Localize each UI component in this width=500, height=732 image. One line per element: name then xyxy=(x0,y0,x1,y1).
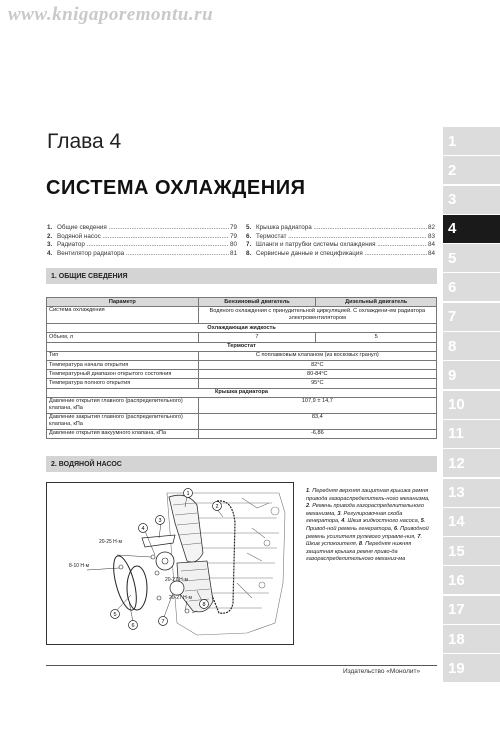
chapter-tab-16[interactable]: 16 xyxy=(443,566,500,594)
table-header-cell: Параметр xyxy=(47,298,199,307)
section-header-general: 1. ОБЩИЕ СВЕДЕНИЯ xyxy=(46,268,437,284)
table-header-row xyxy=(47,298,437,307)
table-header-cell: Бензиновый двигатель xyxy=(198,298,316,307)
table-cell: Водяного охлаждения с принудительной циркуляцией. С охлаждени-ем радиатора электровентилятором xyxy=(198,307,436,324)
table-cell: Давление закрытия главного (распределительного) клапана, кПа xyxy=(47,413,199,429)
caption-number: 2 xyxy=(306,503,310,510)
caption-text: . Приводной ремень усилителя рулевого управле-ния, xyxy=(306,525,429,540)
table-subheader-cell: Охлаждающая жидкость xyxy=(47,324,437,333)
table-cell: Давление открытия главного (распределительного) клапана, кПа xyxy=(47,397,199,413)
chapter-title: СИСТЕМА ОХЛАЖДЕНИЯ xyxy=(46,177,306,199)
toc-label: Крышка радиатора ..... xyxy=(256,224,427,233)
chapter-tab-4[interactable]: 4 xyxy=(443,215,500,243)
table-subheader-cell: Крышка радиатора xyxy=(47,388,437,397)
footer-rule xyxy=(46,665,437,666)
callout-number: 3 xyxy=(158,518,162,524)
caption-number: 7 xyxy=(417,533,421,540)
caption-number: 1 xyxy=(306,488,310,494)
caption-text: . Шкив жидкостного насоса, xyxy=(344,518,421,525)
chapter-tab-5[interactable]: 5 xyxy=(443,244,500,272)
toc-left xyxy=(47,224,237,258)
table-cell: Температура начала открытия xyxy=(47,360,199,369)
table-subheader xyxy=(47,324,437,333)
toc-num: 1. xyxy=(47,224,53,231)
table-cell: Объем, л xyxy=(47,333,199,342)
table-cell: 95°С xyxy=(198,379,436,388)
table-subheader xyxy=(47,342,437,351)
section-header-water-pump: 2. ВОДЯНОЙ НАСОС xyxy=(46,456,437,472)
torque-label: 20-25 Н·м xyxy=(99,539,122,545)
table-row xyxy=(47,413,437,429)
torque-label: 20-27 Н·м xyxy=(165,577,188,583)
toc-entry[interactable] xyxy=(47,241,237,250)
chapter-tab-15[interactable]: 15 xyxy=(443,537,500,565)
table-cell: Температурный диапазон открытого состояния xyxy=(47,370,199,379)
table-cell: 83,4 xyxy=(198,413,436,429)
table-cell: 82°С xyxy=(198,360,436,369)
toc-entry[interactable] xyxy=(47,224,237,233)
callout-number: 7 xyxy=(161,619,165,625)
chapter-label: Глава 4 xyxy=(47,130,122,153)
chapter-tab-9[interactable]: 9 xyxy=(443,361,500,389)
table-cell: Система охлаждения xyxy=(47,307,199,324)
toc-page: 83 xyxy=(427,232,435,240)
toc-entry[interactable] xyxy=(246,250,435,259)
toc-page: 81 xyxy=(229,249,237,257)
toc-page: 82 xyxy=(427,224,435,231)
toc-label: Общие сведения ..... xyxy=(57,224,229,233)
caption-number: 6 xyxy=(393,525,398,532)
chapter-tab-2[interactable]: 2 xyxy=(443,156,500,184)
table-cell: Тип xyxy=(47,351,199,360)
chapter-tab-3[interactable]: 3 xyxy=(443,186,500,214)
toc-entry[interactable] xyxy=(246,233,435,242)
chapter-tab-7[interactable]: 7 xyxy=(443,303,500,331)
table-header-cell: Дизельный двигатель xyxy=(316,298,437,307)
table-row xyxy=(47,307,437,324)
toc-page: 84 xyxy=(427,241,435,249)
table-cell: 107,9 ± 14,7 xyxy=(198,397,436,413)
chapter-tab-17[interactable]: 17 xyxy=(443,596,500,624)
table-row xyxy=(47,379,437,388)
toc-entry[interactable] xyxy=(47,250,237,259)
toc-num: 7. xyxy=(246,241,252,249)
chapter-tab-1[interactable]: 1 xyxy=(443,127,500,155)
toc-page: 79 xyxy=(229,224,237,231)
table-subheader-cell: Термостат xyxy=(47,342,437,351)
table-subheader xyxy=(47,388,437,397)
torque-label: 20-27 Н·м xyxy=(169,595,192,601)
table-row xyxy=(47,351,437,360)
toc-label: Сервисные данные и спецификация ..... xyxy=(256,250,427,259)
toc-right xyxy=(246,224,435,258)
caption-number: 3 xyxy=(337,510,341,517)
caption-text: . Регулировочная скоба генератора, xyxy=(306,510,403,525)
figure-caption xyxy=(306,488,434,564)
chapter-tab-18[interactable]: 18 xyxy=(443,625,500,653)
publisher-credit: Издательство «Монолит» xyxy=(343,668,421,675)
caption-number: 5 xyxy=(420,518,424,525)
chapter-tab-13[interactable]: 13 xyxy=(443,479,500,507)
toc-num: 4. xyxy=(47,249,53,257)
torque-label: 8-10 Н·м xyxy=(69,563,90,569)
toc-page: 84 xyxy=(427,249,435,257)
toc-entry[interactable] xyxy=(47,233,237,242)
table-cell: 80-84°С xyxy=(198,370,436,379)
table-cell: 5 xyxy=(316,333,437,342)
callout-number: 1 xyxy=(186,491,190,497)
caption-number: 8 xyxy=(358,541,362,548)
table-row xyxy=(47,360,437,369)
water-pump-figure xyxy=(46,482,294,645)
toc-page: 80 xyxy=(229,241,237,249)
callout-number: 5 xyxy=(113,612,117,618)
chapter-tab-19[interactable]: 19 xyxy=(443,654,500,682)
table-cell: Давление открытия вакуумного клапана, кПа xyxy=(47,429,199,438)
table-cell: 7 xyxy=(198,333,316,342)
toc-label: Шланги и патрубки системы охлаждения ..... xyxy=(256,241,427,250)
caption-number: 4 xyxy=(341,518,345,525)
chapter-tab-10[interactable]: 10 xyxy=(443,391,500,419)
caption-text: . Передняя верхняя защитная крышка ремня привода газораспределитель-ного механизма, xyxy=(306,488,430,502)
table-cell: С поплавковым клапаном (из восковых гранул) xyxy=(198,351,436,360)
chapter-tabs xyxy=(443,127,500,684)
table-cell: Температура полного открытия xyxy=(47,379,199,388)
callout-number: 2 xyxy=(215,504,219,510)
chapter-tab-6[interactable]: 6 xyxy=(443,273,500,301)
chapter-tab-12[interactable]: 12 xyxy=(443,449,500,477)
table-cell: -6,86 xyxy=(198,429,436,438)
watermark: www.knigaporemontu.ru xyxy=(8,4,214,25)
table-row xyxy=(47,397,437,413)
toc-entry[interactable] xyxy=(246,224,435,233)
callout-number: 6 xyxy=(131,623,135,629)
table-row xyxy=(47,370,437,379)
toc-page: 79 xyxy=(229,232,237,240)
toc-entry[interactable] xyxy=(246,241,435,250)
table-row xyxy=(47,333,437,342)
toc-num: 6. xyxy=(246,232,252,240)
toc-num: 8. xyxy=(246,249,252,257)
water-pump-diagram xyxy=(47,483,293,644)
callout-number: 8 xyxy=(202,602,206,608)
callout-number: 4 xyxy=(141,526,145,532)
toc-num: 3. xyxy=(47,241,53,249)
spec-table xyxy=(46,297,437,439)
chapter-tab-14[interactable]: 14 xyxy=(443,508,500,536)
table-row xyxy=(47,429,437,438)
chapter-tab-8[interactable]: 8 xyxy=(443,332,500,360)
toc-label: Радиатор ..... xyxy=(57,241,229,250)
chapter-tab-11[interactable]: 11 xyxy=(443,420,500,448)
caption-text: . Ремень привода газораспределительного механизма, xyxy=(306,503,424,517)
toc-label: Водяной насос ..... xyxy=(57,233,229,242)
caption-text: . Привод-ной ремень генератора, xyxy=(306,518,426,532)
caption-text: . Передняя нижняя защитная крышка ремня приво-да газораспределительного механиз-ма xyxy=(306,541,412,563)
caption-text: . Шкив успокоителя, xyxy=(306,533,423,548)
toc-label: Вентилятор радиатора ..... xyxy=(57,250,229,259)
toc-num: 5. xyxy=(246,224,252,231)
toc-label: Термостат ..... xyxy=(256,233,427,242)
toc-num: 2. xyxy=(47,232,53,240)
